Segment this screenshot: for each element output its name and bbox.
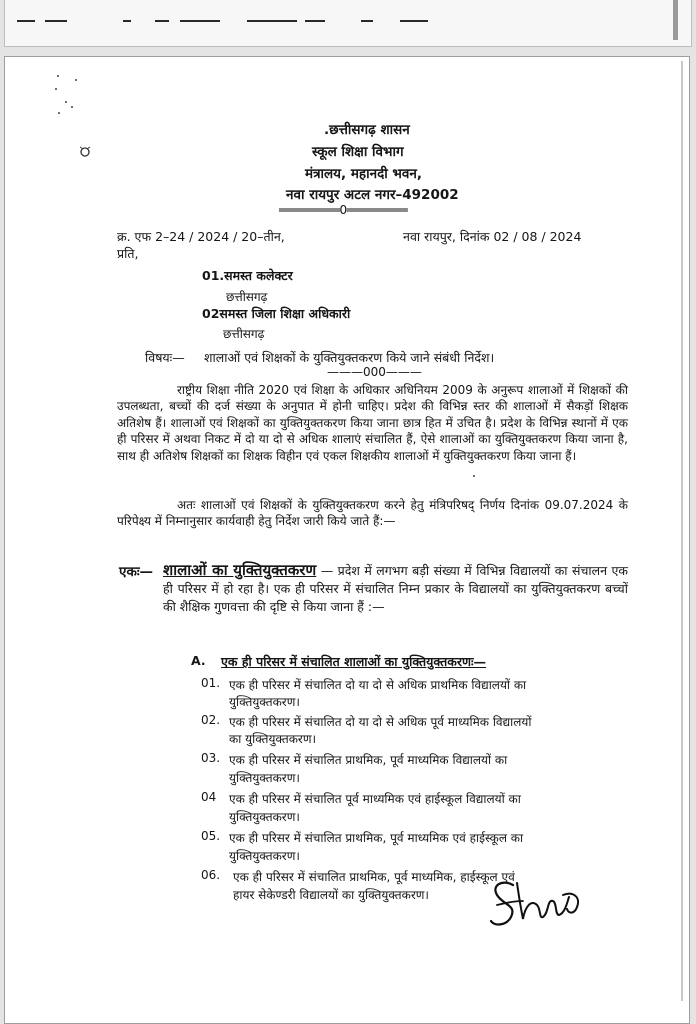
scan-mark bbox=[155, 20, 169, 22]
header-government: .छत्तीसगढ़ शासन bbox=[324, 122, 410, 138]
list-item: एक ही परिसर में संचालित प्राथमिक, पूर्व माध्यमिक विद्यालयों का bbox=[229, 753, 508, 767]
list-item: एक ही परिसर में संचालित पूर्व माध्यमिक एवं हाईस्कूल विद्यालयों का bbox=[229, 792, 521, 806]
list-item: एक ही परिसर में संचालित प्राथमिक, पूर्व माध्यमिक एवं हाईस्कूल का bbox=[229, 831, 524, 845]
scan-mark bbox=[180, 20, 220, 22]
list-item-number: 01. bbox=[201, 676, 221, 690]
list-item: एक ही परिसर में संचालित दो या दो से अधिक प्राथमिक विद्यालयों का bbox=[229, 678, 527, 692]
list-item-continued: युक्तियुक्तकरण। bbox=[229, 849, 300, 863]
scan-speck bbox=[58, 112, 60, 114]
list-item-continued: युक्तियुक्तकरण। bbox=[229, 810, 300, 824]
list-item: एक ही परिसर में संचालित दो या दो से अधिक पूर्व माध्यमिक विद्यालयों bbox=[229, 715, 532, 729]
signature bbox=[483, 875, 589, 931]
header-address: नवा रायपुर अटल नगर–492002 bbox=[286, 187, 459, 203]
section-text: — प्रदेश में लगभग बड़ी संख्या में विभिन्न विद्यालयों का संचालन एक ही परिसर में हो रहा है। एक ही परिसर में संचालित निम्न प्रकार के विद्यालयों का युक्तियुक्तकरण बच्चों की शैक्षिक गुणवत्ता की दृष्टि से किया जाना हैं :— bbox=[163, 563, 628, 614]
body-paragraph: अतः शालाओं एवं शिक्षकों के युक्तियुक्तकरण करने हेतु मंत्रिपरिषद् निर्णय दिनांक 09.07.2024 के परिपेक्ष्य में निम्नानुसार कार्यवाही हेतु निर्देश जारी किये जाते हैं:— bbox=[117, 498, 628, 529]
reference-date: नवा रायपुर, दिनांक 02 / 08 / 2024 bbox=[403, 229, 582, 244]
recipient-title: 02समस्त जिला शिक्षा अधिकारी bbox=[202, 306, 351, 321]
subject-text: शालाओं एवं शिक्षकों के युक्तियुक्तकरण किये जाने संबंधी निर्देश। bbox=[204, 350, 495, 365]
header-ministry: मंत्रालय, महानदी भवन, bbox=[305, 166, 423, 182]
list-item-number: 04 bbox=[201, 790, 217, 804]
scan-mark bbox=[361, 20, 373, 22]
recipient-state: छत्तीसगढ़ bbox=[223, 327, 265, 341]
subject-label: विषयः— bbox=[145, 350, 185, 365]
list-item-continued: युक्तियुक्तकरण। bbox=[229, 695, 300, 709]
recipient-title: 01.समस्त कलेक्टर bbox=[202, 268, 293, 283]
scan-mark bbox=[17, 20, 35, 22]
scan-mark bbox=[123, 20, 131, 22]
scan-speck bbox=[75, 79, 77, 81]
scan-edge bbox=[673, 0, 678, 40]
scan-speck bbox=[65, 101, 67, 103]
list-item-continued: का युक्तियुक्तकरण। bbox=[229, 732, 317, 746]
list-item: एक ही परिसर में संचालित प्राथमिक, पूर्व माध्यमिक, हाईस्कूल एवं bbox=[233, 870, 515, 884]
document-page bbox=[4, 56, 690, 1024]
list-item-number: 06. bbox=[201, 868, 221, 882]
section-paragraph bbox=[119, 561, 628, 616]
section-label: एकः— bbox=[119, 564, 154, 580]
stamp-mark-icon bbox=[77, 143, 93, 159]
scan-mark bbox=[400, 20, 428, 22]
reference-number: क्र. एफ 2–24 / 2024 / 20–तीन, bbox=[117, 229, 285, 244]
scan-speck bbox=[57, 75, 59, 77]
list-item-number: 02. bbox=[201, 713, 221, 727]
section-heading: शालाओं का युक्तियुक्तकरण bbox=[163, 561, 317, 579]
header-divider: ═════════0═════════ bbox=[279, 203, 408, 217]
subject-separator: ———000——— bbox=[327, 365, 422, 379]
subsection-heading: एक ही परिसर में संचालित शालाओं का युक्तियुक्तकरणः— bbox=[221, 654, 487, 669]
scan-speck bbox=[55, 88, 57, 90]
scan-mark bbox=[305, 20, 325, 22]
list-item-number: 05. bbox=[201, 829, 221, 843]
scan-edge bbox=[681, 61, 683, 1001]
header-department: स्कूल शिक्षा विभाग bbox=[312, 144, 404, 160]
previous-page-strip bbox=[4, 0, 692, 47]
subsection-label: A. bbox=[191, 653, 206, 668]
scan-speck bbox=[71, 106, 73, 108]
scan-mark bbox=[247, 20, 297, 22]
recipient-state: छत्तीसगढ़ bbox=[226, 290, 268, 304]
list-item-continued: युक्तियुक्तकरण। bbox=[229, 771, 300, 785]
body-paragraph: राष्ट्रीय शिक्षा नीति 2020 एवं शिक्षा के अधिकार अधिनियम 2009 के अनुरूप शालाओं में शिक्षकों की उपलब्धता, बच्चों की दर्ज संख्या के अनुपात में होनी चाहिए। प्रदेश की विभिन्न स्तर की शालाओं में सैकड़ों शिक्षक अतिशेष हैं। शालाओं एवं शिक्षकों का युक्तियुक्तकरण किया जाना छात्र हित में उचित है। प्रदेश के विभिन्न स्थानों में एक ही परिसर में अथवा निकट में दो या दो से अधिक शालाएं संचालित हैं, ऐसे शालाओं का युक्तियुक्तकरण किया जाना है, साथ ही अतिशेष शिक्षकों का शिक्षक विहीन एवं एकल शिक्षकीय शालाओं में युक्तियुक्तकरण किया जाना हैं। bbox=[117, 383, 628, 463]
list-item-number: 03. bbox=[201, 751, 221, 765]
scan-speck bbox=[473, 475, 475, 477]
scan-mark bbox=[45, 20, 67, 22]
prati-label: प्रति, bbox=[117, 246, 139, 261]
list-item-continued: हायर सेकेण्डरी विद्यालयों का युक्तियुक्तकरण। bbox=[233, 888, 429, 902]
